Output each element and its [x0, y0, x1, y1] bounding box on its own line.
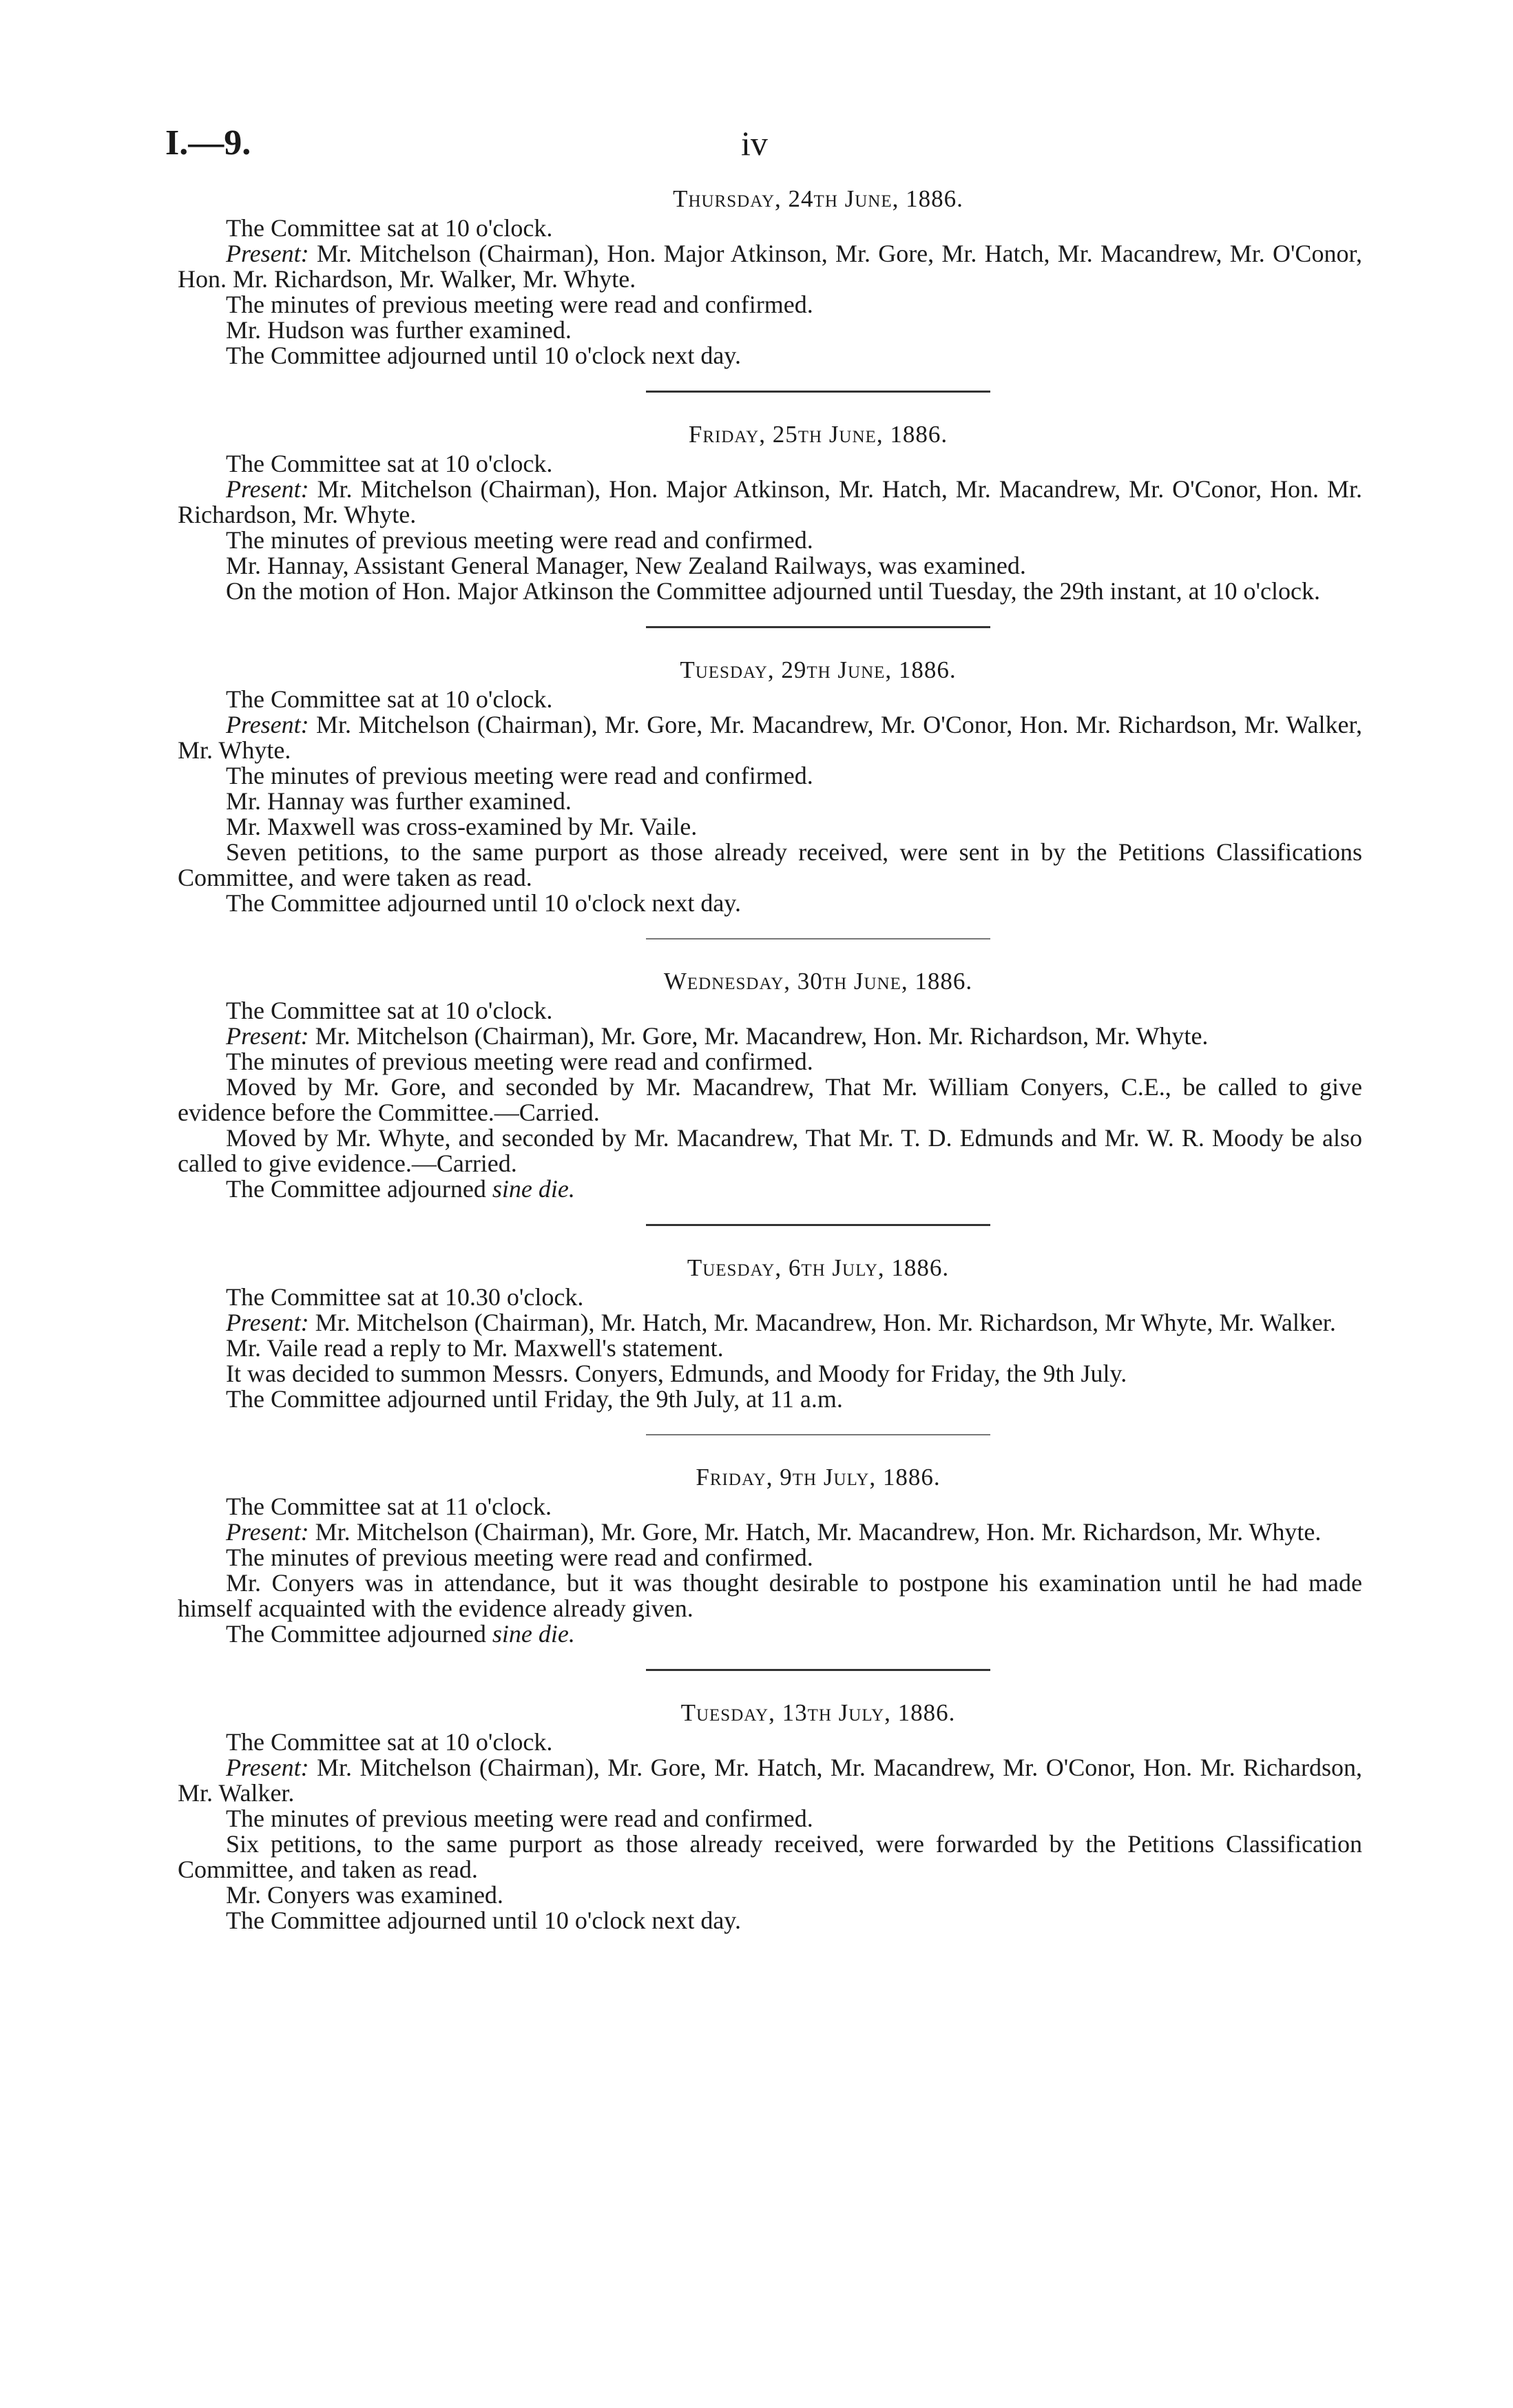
meeting-entry [178, 657, 1362, 916]
section-divider [646, 391, 990, 393]
section-divider [646, 1434, 990, 1435]
present-label: Present: [226, 1518, 309, 1546]
minutes-paragraph: The Committee sat at 10 o'clock. [226, 685, 553, 713]
section-divider [646, 938, 990, 940]
meeting-entry [178, 1255, 1362, 1412]
minutes-paragraph: The Committee adjourned until 10 o'clock next day. [226, 342, 741, 369]
minutes-paragraph: Mr. Conyers was in attendance, but it was thought desirable to postpone his examination until he had made himself acquainted with the evidence already given. [178, 1569, 1362, 1622]
minutes-body [178, 186, 1362, 1933]
minutes-paragraph: The Committee sat at 10.30 o'clock. [226, 1283, 584, 1311]
minutes-paragraph: Moved by Mr. Gore, and seconded by Mr. Macandrew, That Mr. William Conyers, C.E., be called to give evidence before the Committee.—Carried. [178, 1073, 1362, 1126]
section-divider [646, 626, 990, 628]
minutes-paragraph: The Committee sat at 10 o'clock. [226, 997, 553, 1024]
meeting-entry [178, 422, 1362, 604]
minutes-paragraph: The Committee sat at 11 o'clock. [226, 1493, 552, 1520]
section-divider [646, 1224, 990, 1226]
meeting-date: Friday, 25th June, 1886. [688, 421, 948, 448]
document-reference: I.—9. [165, 123, 251, 163]
meeting-entry [178, 968, 1362, 1202]
italic-phrase: sine die. [492, 1620, 575, 1648]
meeting-date: Tuesday, 6th July, 1886. [687, 1254, 950, 1281]
minutes-paragraph: The Committee adjourned until 10 o'clock next day. [226, 1907, 741, 1934]
minutes-paragraph: The Committee adjourned sine die. [226, 1175, 575, 1203]
minutes-paragraph: Mr. Hudson was further examined. [226, 316, 572, 344]
minutes-paragraph: The minutes of previous meeting were read and confirmed. [226, 1805, 813, 1832]
minutes-paragraph: The Committee adjourned until 10 o'clock next day. [226, 889, 741, 917]
minutes-paragraph: Six petitions, to the same purport as those already received, were forwarded by the Petitions Classification Committee, and taken as read. [178, 1830, 1362, 1883]
present-label: Present: [226, 1309, 309, 1336]
meeting-date: Tuesday, 13th July, 1886. [680, 1699, 956, 1726]
present-paragraph: Present: Mr. Mitchelson (Chairman), Mr. Gore, Mr. Hatch, Mr. Macandrew, Hon. Mr. Richardson, Mr. Whyte. [226, 1518, 1322, 1546]
minutes-paragraph: The minutes of previous meeting were read and confirmed. [226, 526, 813, 554]
minutes-paragraph: Mr. Maxwell was cross-examined by Mr. Vaile. [226, 813, 698, 840]
minutes-paragraph: The minutes of previous meeting were read and confirmed. [226, 762, 813, 789]
present-paragraph: Present: Mr. Mitchelson (Chairman), Mr. Gore, Mr. Macandrew, Hon. Mr. Richardson, Mr. Whyte. [226, 1022, 1209, 1050]
minutes-paragraph: On the motion of Hon. Major Atkinson the Committee adjourned until Tuesday, the 29th instant, at 10 o'clock. [226, 577, 1320, 605]
present-label: Present: [226, 711, 309, 738]
page-header [165, 123, 1364, 171]
minutes-paragraph: The Committee adjourned until Friday, the 9th July, at 11 a.m. [226, 1385, 843, 1413]
present-paragraph: Present: Mr. Mitchelson (Chairman), Hon. Major Atkinson, Mr. Gore, Mr. Hatch, Mr. Macandrew, Mr. O'Conor, Hon. Mr. Richardson, Mr. Walker, Mr. Whyte. [178, 240, 1362, 293]
minutes-paragraph: The Committee sat at 10 o'clock. [226, 450, 553, 477]
minutes-paragraph: Mr. Vaile read a reply to Mr. Maxwell's statement. [226, 1334, 724, 1362]
present-label: Present: [226, 1754, 309, 1781]
present-paragraph: Present: Mr. Mitchelson (Chairman), Mr. Gore, Mr. Hatch, Mr. Macandrew, Mr. O'Conor, Hon. Mr. Richardson, Mr. Walker. [178, 1754, 1362, 1807]
meeting-entry [178, 1700, 1362, 1933]
minutes-paragraph: The minutes of previous meeting were read and confirmed. [226, 291, 813, 318]
minutes-paragraph: The Committee sat at 10 o'clock. [226, 1728, 553, 1756]
minutes-paragraph: Seven petitions, to the same purport as those already received, were sent in by the Petitions Classifications Committee, and were taken as read. [178, 838, 1362, 891]
page-number: iv [741, 124, 768, 163]
minutes-paragraph: Mr. Hannay, Assistant General Manager, New Zealand Railways, was examined. [226, 552, 1026, 579]
minutes-paragraph: The minutes of previous meeting were read and confirmed. [226, 1048, 813, 1075]
meeting-date: Tuesday, 29th June, 1886. [680, 656, 957, 683]
meeting-entry [178, 1464, 1362, 1647]
minutes-paragraph: Mr. Hannay was further examined. [226, 787, 572, 815]
minutes-paragraph: Mr. Conyers was examined. [226, 1881, 503, 1909]
minutes-paragraph: The Committee adjourned sine die. [226, 1620, 575, 1648]
present-label: Present: [226, 475, 309, 503]
italic-phrase: sine die. [492, 1175, 575, 1203]
minutes-paragraph: The minutes of previous meeting were read and confirmed. [226, 1544, 813, 1571]
present-paragraph: Present: Mr. Mitchelson (Chairman), Mr. Gore, Mr. Macandrew, Mr. O'Conor, Hon. Mr. Richardson, Mr. Walker, Mr. Whyte. [178, 711, 1362, 764]
present-paragraph: Present: Mr. Mitchelson (Chairman), Mr. Hatch, Mr. Macandrew, Hon. Mr. Richardson, Mr Whyte, Mr. Walker. [226, 1309, 1336, 1336]
present-label: Present: [226, 1022, 309, 1050]
meeting-date: Friday, 9th July, 1886. [696, 1464, 941, 1491]
present-label: Present: [226, 240, 309, 267]
minutes-paragraph: Moved by Mr. Whyte, and seconded by Mr. Macandrew, That Mr. T. D. Edmunds and Mr. W. R. Moody be also called to give evidence.—Carried. [178, 1124, 1362, 1177]
present-paragraph: Present: Mr. Mitchelson (Chairman), Hon. Major Atkinson, Mr. Hatch, Mr. Macandrew, Mr. O'Conor, Hon. Mr. Richardson, Mr. Whyte. [178, 475, 1362, 528]
meeting-entry [178, 186, 1362, 369]
minutes-paragraph: The Committee sat at 10 o'clock. [226, 214, 553, 242]
minutes-paragraph: It was decided to summon Messrs. Conyers, Edmunds, and Moody for Friday, the 9th July. [226, 1360, 1127, 1387]
section-divider [646, 1669, 990, 1671]
meeting-date: Wednesday, 30th June, 1886. [663, 968, 973, 995]
meeting-date: Thursday, 24th June, 1886. [673, 185, 963, 212]
